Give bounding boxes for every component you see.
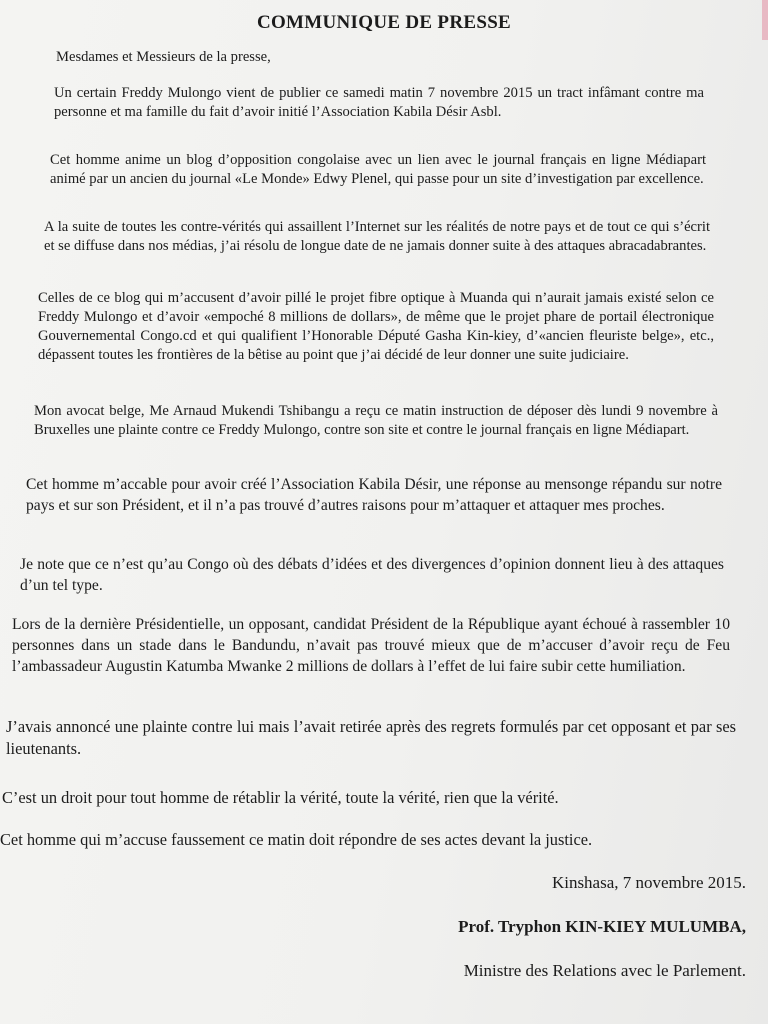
paragraph-2: Cet homme anime un blog d’opposition congolaise avec un lien avec le journal français en ligne Médiapart animé par un ancien du journal «Le Monde» Edwy Plenel, qui passe pour un site d’investigation par excellence.: [50, 152, 706, 187]
place-date: Kinshasa, 7 novembre 2015.: [551, 873, 746, 892]
signatory-name: Prof. Tryphon KIN-KIEY MULUMBA,: [458, 917, 746, 936]
paragraph-6: Cet homme m’accable pour avoir créé l’Association Kabila Désir, une réponse au mensonge répandu sur notre pays et sur son Président, et il n’a pas trouvé d’autres raisons pour m’attaquer et attaquer mes proches.: [26, 476, 722, 514]
paragraph-1: Un certain Freddy Mulongo vient de publier ce samedi matin 7 novembre 2015 un tract infâmant contre ma personne et ma famille du fait d’avoir initié l’Association Kabila Désir Asbl.: [54, 85, 704, 120]
paragraph-3: A la suite de toutes les contre-vérités qui assaillent l’Internet sur les réalités de notre pays et de tout ce qui s’écrit et se diffuse dans nos médias, j’ai résolu de longue date de ne jamais donner suite à des attaques abracadabrantes.: [44, 219, 710, 254]
paragraph-9: J’avais annoncé une plainte contre lui mais l’avait retirée après des regrets formulés par cet opposant et par ses lieutenants.: [6, 717, 736, 758]
paragraph-10: C’est un droit pour tout homme de rétablir la vérité, toute la vérité, rien que la vérité.: [2, 788, 559, 807]
paragraph-7: Je note que ce n’est qu’au Congo où des débats d’idées et des divergences d’opinion donnent lieu à des attaques d’un tel type.: [20, 556, 724, 594]
salutation: Mesdames et Messieurs de la presse,: [56, 49, 271, 65]
signatory-role: Ministre des Relations avec le Parlement.: [463, 961, 746, 980]
document-title: COMMUNIQUE DE PRESSE: [256, 12, 512, 33]
paragraph-5: Mon avocat belge, Me Arnaud Mukendi Tshibangu a reçu ce matin instruction de déposer dès lundi 9 novembre à Bruxelles une plainte contre ce Freddy Mulongo, contre son site et contre le journal français en ligne Médiapart.: [34, 403, 718, 438]
paragraph-11: Cet homme qui m’accuse faussement ce matin doit répondre de ses actes devant la justice.: [0, 830, 593, 849]
paragraph-4: Celles de ce blog qui m’accusent d’avoir pillé le projet fibre optique à Muanda qui n’aurait jamais existé selon ce Freddy Mulongo et d’avoir «empoché 8 millions de dollars», de même que le projet phare de portail électronique Gouvernemental Congo.cd et qui qualifient l’Honorable Député Gasha Kin-kiey, d’«ancien fleuriste belge», etc., dépassent toutes les frontières de la bêtise au point que j’ai décidé de leur donner une suite judiciaire.: [38, 290, 714, 363]
paragraph-8: Lors de la dernière Présidentielle, un opposant, candidat Président de la République ayant échoué à rassembler 10 personnes dans un stade dans le Bandundu, n’avait pas trouvé mieux que de m’accuser d’avoir reçu de Feu l’ambassadeur Augustin Katumba Mwanke 2 millions de dollars à l’effet de lui faire subir cette humiliation.: [12, 616, 730, 675]
